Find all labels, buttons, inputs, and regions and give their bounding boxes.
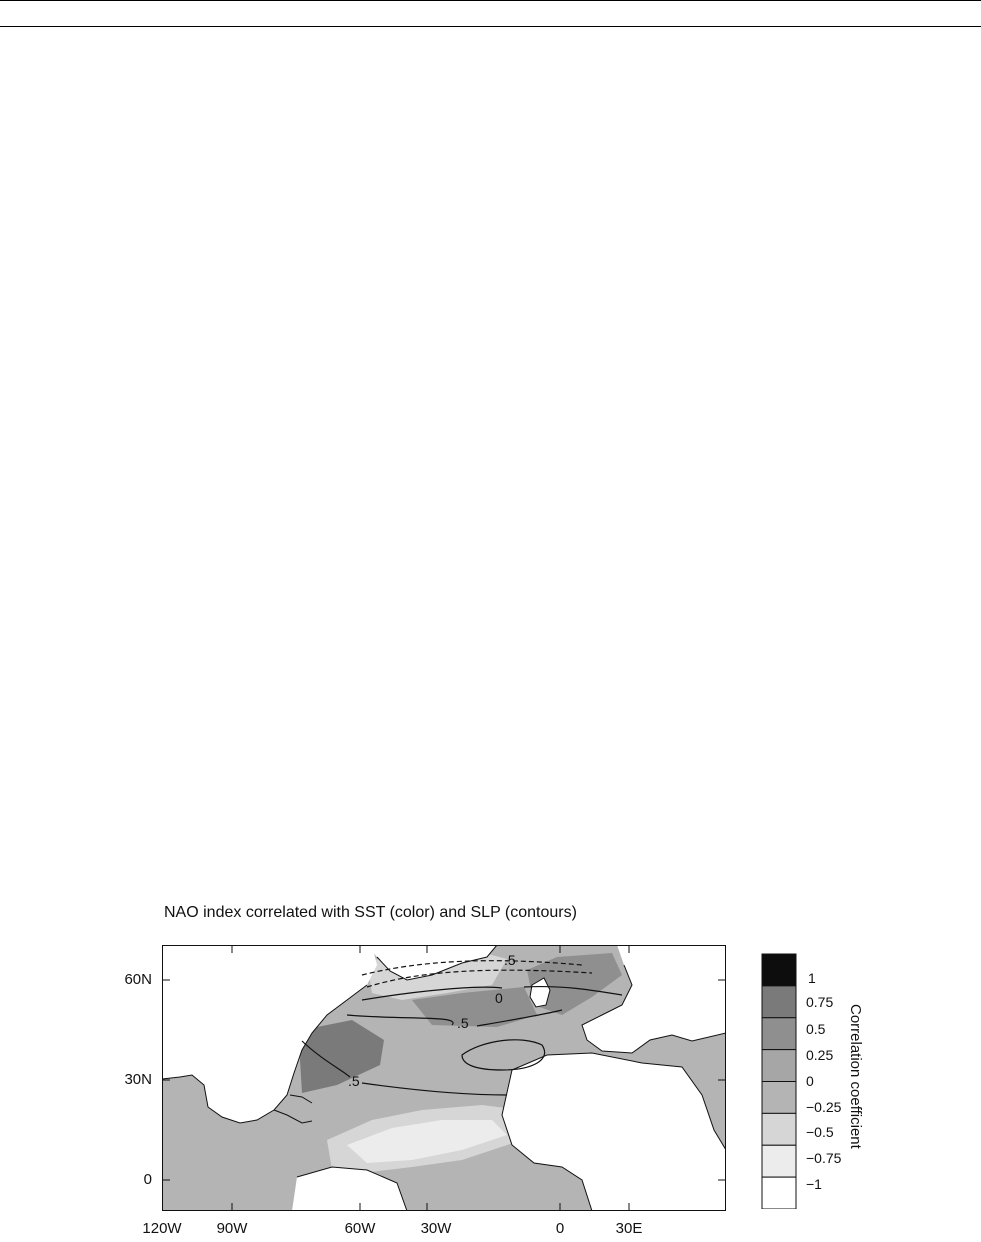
colorbar bbox=[761, 953, 797, 1209]
colorbar-label-1: 1 bbox=[808, 970, 816, 986]
colorbar-bin-6 bbox=[762, 1145, 796, 1177]
lon-label-90w: 90W bbox=[216, 1220, 248, 1237]
colorbar-bin-2 bbox=[762, 1018, 796, 1050]
colorbar-label-neg0.5: −0.5 bbox=[806, 1124, 834, 1140]
map-panel bbox=[162, 945, 726, 1211]
page-header-rule bbox=[0, 26, 981, 27]
colorbar-label-neg0.75: −0.75 bbox=[806, 1150, 842, 1166]
lon-label-0: 0 bbox=[555, 1220, 565, 1237]
colorbar-label-neg1: −1 bbox=[806, 1176, 822, 1192]
colorbar-label-0.25: 0.25 bbox=[806, 1047, 834, 1063]
colorbar-bin-3 bbox=[762, 1050, 796, 1082]
lon-label-30e: 30E bbox=[615, 1220, 643, 1237]
contour-label-4: .5 bbox=[348, 1073, 360, 1089]
lat-label-30n: 30N bbox=[124, 1071, 152, 1088]
figure-title: NAO index correlated with SST (color) and SLP (contours) bbox=[164, 904, 577, 921]
colorbar-bin-1 bbox=[762, 986, 796, 1018]
colorbar-label-neg0.25: −0.25 bbox=[806, 1099, 842, 1115]
colorbar-label-0: 0 bbox=[806, 1073, 814, 1089]
lat-label-0: 0 bbox=[143, 1171, 152, 1188]
lon-label-30w: 30W bbox=[420, 1220, 452, 1237]
colorbar-label-0.5: 0.5 bbox=[806, 1021, 826, 1037]
contour-label-2: 0 bbox=[495, 990, 503, 1006]
colorbar-bin-7 bbox=[762, 1177, 796, 1209]
contour-label-1: .5 bbox=[504, 952, 516, 968]
colorbar-label-0.75: 0.75 bbox=[806, 994, 834, 1010]
colorbar-bin-0 bbox=[762, 954, 796, 986]
nao-correlation-figure bbox=[0, 890, 981, 1242]
page-top-rule bbox=[0, 0, 981, 1]
colorbar-title: Correlation coefficient bbox=[847, 1004, 864, 1149]
colorbar-bin-5 bbox=[762, 1113, 796, 1145]
lat-label-60n: 60N bbox=[124, 971, 152, 988]
colorbar-bin-4 bbox=[762, 1082, 796, 1114]
contour-label-3: .5 bbox=[457, 1015, 469, 1031]
lon-label-60w: 60W bbox=[344, 1220, 376, 1237]
lon-label-120w: 120W bbox=[142, 1220, 182, 1237]
